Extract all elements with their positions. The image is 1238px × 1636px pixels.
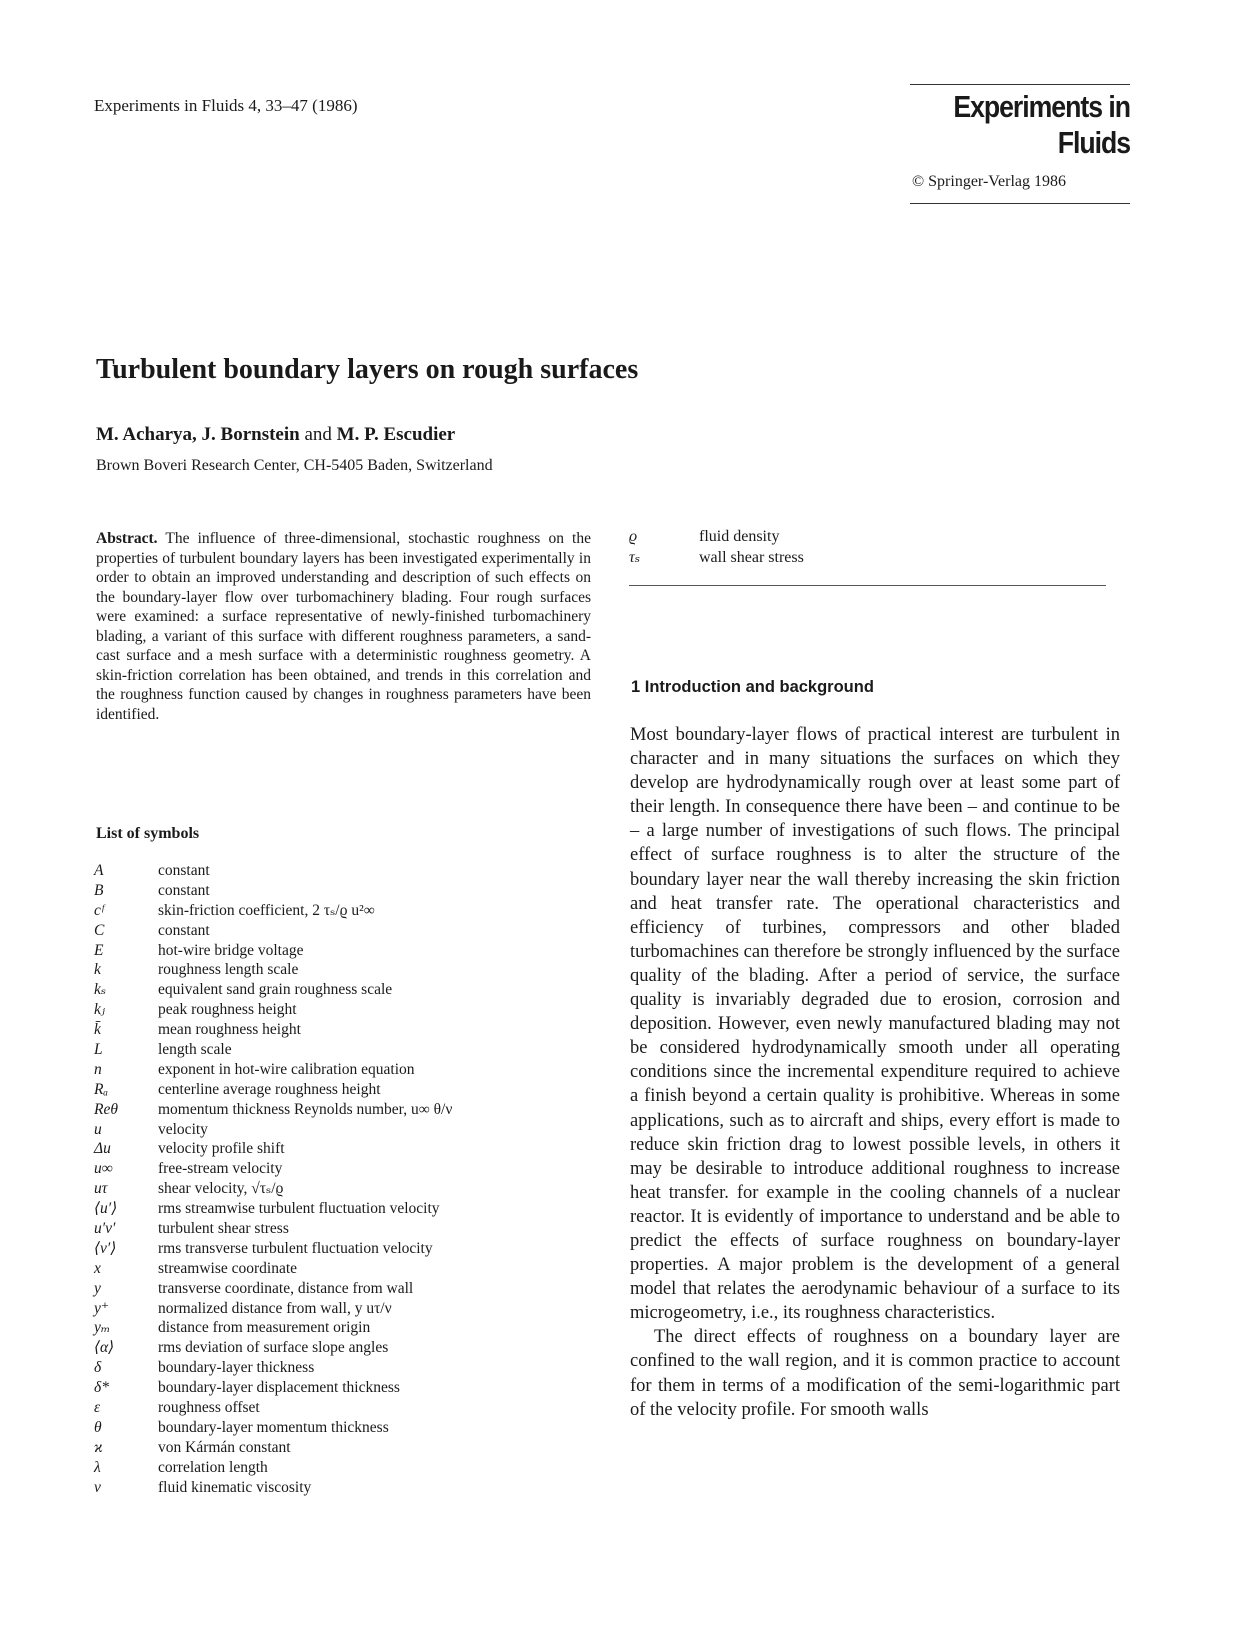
symbol-glyph: δ [94, 1359, 102, 1377]
symbol-description: equivalent sand grain roughness scale [158, 981, 393, 999]
symbol-glyph: kₛ [94, 981, 107, 999]
symbol-description: rms transverse turbulent fluctuation velocity [158, 1239, 433, 1257]
authors-conjunction: and [304, 424, 332, 445]
symbol-glyph: ⟨u′⟩ [94, 1200, 118, 1218]
journal-citation: Experiments in Fluids 4, 33–47 (1986) [94, 96, 358, 115]
symbol-glyph: Δu [94, 1140, 111, 1158]
symbol-row [94, 1418, 452, 1438]
symbol-row [94, 1318, 452, 1338]
symbol-description: roughness length scale [158, 961, 299, 979]
symbol-description: exponent in hot-wire calibration equation [158, 1060, 415, 1078]
symbol-glyph: λ [94, 1458, 101, 1476]
symbol-row [94, 941, 452, 961]
symbol-glyph: L [94, 1041, 103, 1059]
symbol-glyph: kⱼ [94, 1001, 105, 1019]
symbol-row [94, 861, 452, 881]
symbol-description: rms streamwise turbulent fluctuation velocity [158, 1200, 440, 1218]
symbol-row [94, 1299, 452, 1319]
symbol-glyph: A [94, 862, 104, 879]
journal-name: Experiments in Fluids [953, 89, 1130, 160]
symbol-row [94, 980, 452, 1000]
symbol-description: hot-wire bridge voltage [158, 941, 304, 959]
symbol-description: transverse coordinate, distance from wall [158, 1279, 414, 1297]
abstract-label: Abstract. [96, 530, 158, 547]
symbol-glyph: C [94, 921, 105, 939]
symbol-glyph: y [94, 1279, 101, 1297]
symbol-glyph: ν [94, 1478, 101, 1496]
symbol-row [94, 1338, 452, 1358]
masthead-bottom-rule [910, 203, 1130, 204]
symbol-description: skin-friction coefficient, 2 τₛ/ϱ u²∞ [158, 901, 375, 919]
symbol-row [94, 1159, 452, 1179]
symbol-row [94, 921, 452, 941]
symbol-description: boundary-layer momentum thickness [158, 1418, 389, 1436]
symbol-glyph: ϱ [629, 528, 638, 545]
symbol-description: peak roughness height [158, 1001, 297, 1019]
symbols-list [94, 861, 452, 1498]
symbol-glyph: ⟨v′⟩ [94, 1239, 117, 1257]
symbol-description: roughness offset [158, 1399, 260, 1417]
symbol-description: wall shear stress [699, 548, 804, 566]
symbol-glyph: θ [94, 1418, 102, 1436]
symbol-description: constant [158, 862, 210, 879]
symbol-description: mean roughness height [158, 1021, 301, 1039]
symbol-glyph: x [94, 1259, 101, 1277]
symbol-glyph: ϰ [94, 1438, 103, 1456]
symbol-row [629, 548, 804, 569]
symbol-glyph: Reθ [94, 1100, 118, 1118]
symbol-glyph: y⁺ [94, 1299, 110, 1317]
symbol-description: rms deviation of surface slope angles [158, 1339, 389, 1357]
symbol-row [94, 1000, 452, 1020]
symbol-glyph: δ* [94, 1379, 109, 1397]
symbol-glyph: u∞ [94, 1160, 113, 1178]
symbol-description: length scale [158, 1041, 232, 1059]
symbol-description: boundary-layer thickness [158, 1359, 315, 1377]
introduction-body [630, 723, 1120, 1422]
section-heading-introduction: 1 Introduction and background [631, 678, 874, 696]
author-affiliation: Brown Boveri Research Center, CH-5405 Baden, Switzerland [96, 457, 493, 474]
copyright-notice: © Springer-Verlag 1986 [912, 173, 1067, 190]
symbol-glyph: k̄ [94, 1021, 101, 1039]
symbol-description: distance from measurement origin [158, 1319, 371, 1337]
symbol-row [94, 1120, 452, 1140]
symbol-glyph: k [94, 961, 101, 979]
symbol-description: velocity [158, 1120, 208, 1138]
symbol-description: centerline average roughness height [158, 1080, 381, 1098]
symbol-glyph: E [94, 941, 104, 959]
symbol-glyph: B [94, 881, 104, 899]
introduction-paragraph-1: Most boundary-layer flows of practical interest are turbulent in character and in many situations the surfaces on which they develop are hydrodynamically rough over at least some part of their length. In consequence there have been – and continue to be – a large number of investigations of such flows. The principal effect of surface roughness is to alter the structure of the boundary layer near the wall thereby increasing the skin friction and heat transfer rate. The operational characteristics and efficiency of turbines, compressors and other bladed turbomachines can therefore be strongly influenced by the surface quality of the blading. After a period of service, the surface quality is invariably degraded due to erosion, corrosion and deposition. However, even newly manufactured blading may not be considered hydrodynamically smooth under all operating conditions since the incremental expenditure required to achieve a finish beyond a certain quality is prohibitive. Whereas in some applications, such as to aircraft and ships, every effort is made to reduce skin friction drag to lowest possible levels, in others it may be desirable to introduce additional roughness to increase heat transfer. for example in the cooling channels of a nuclear reactor. It is evidently of importance to understand and be able to predict the effects of surface roughness on boundary-layer properties. A major problem is the development of a general model that relates the aerodynamic behaviour of a surface to its microgeometry, i.e., its roughness characteristics. [630, 725, 1120, 1324]
symbol-row [94, 1239, 452, 1259]
symbol-row [94, 1060, 452, 1080]
symbol-glyph: u′v′ [94, 1220, 116, 1238]
symbol-glyph: yₘ [94, 1319, 111, 1337]
symbol-description: constant [158, 921, 210, 939]
authors-last: M. P. Escudier [336, 424, 456, 445]
symbol-row [94, 1179, 452, 1199]
symbol-glyph: τₛ [629, 548, 641, 566]
symbol-row [94, 1040, 452, 1060]
symbol-glyph: Rₐ [94, 1080, 109, 1098]
symbols-heading: List of symbols [96, 825, 200, 842]
symbols-list-continued [629, 527, 804, 568]
symbol-description: constant [158, 881, 210, 899]
symbol-description: fluid kinematic viscosity [158, 1478, 312, 1496]
symbol-row [94, 1100, 452, 1120]
symbol-row [94, 901, 452, 921]
symbol-glyph: cᶠ [94, 901, 104, 919]
symbol-description: von Kármán constant [158, 1438, 291, 1456]
symbol-description: turbulent shear stress [158, 1220, 289, 1238]
symbol-description: fluid density [699, 528, 780, 545]
symbol-row [94, 1279, 452, 1299]
author-list [96, 424, 455, 446]
symbol-row [94, 1219, 452, 1239]
section-divider [629, 585, 1106, 586]
symbol-row [94, 1259, 452, 1279]
symbol-description: shear velocity, √τₛ/ϱ [158, 1180, 284, 1198]
symbol-row [94, 1438, 452, 1458]
symbol-glyph: u [94, 1120, 102, 1138]
symbol-row [629, 527, 804, 548]
symbol-row [94, 960, 452, 980]
symbol-row [94, 1199, 452, 1219]
symbol-row [94, 881, 452, 901]
symbol-glyph: ε [94, 1399, 101, 1417]
masthead-top-rule [910, 84, 1130, 85]
symbol-glyph: ⟨α⟩ [94, 1339, 115, 1357]
symbol-description: boundary-layer displacement thickness [158, 1379, 400, 1397]
symbol-description: momentum thickness Reynolds number, u∞ θ/ν [158, 1100, 453, 1118]
symbol-row [94, 1398, 452, 1418]
symbol-row [94, 1378, 452, 1398]
symbol-row [94, 1020, 452, 1040]
authors-first: M. Acharya, J. Bornstein [96, 424, 300, 445]
symbol-description: free-stream velocity [158, 1160, 283, 1178]
abstract-text: The influence of three-dimensional, stochastic roughness on the properties of turbulent boundary layers has been investigated experimentally in order to obtain an improved understanding and description of such effects on the boundary-layer flow over turbomachinery blading. Four rough surfaces were examined: a surface representative of newly-finished turbomachinery blading, a variant of this surface with different roughness parameters, a sand-cast surface and a mesh surface with a deterministic roughness geometry. A skin-friction correlation has been obtained, and trends in this correlation and the roughness function caused by changes in roughness parameters have been identified. [96, 530, 591, 723]
symbol-description: velocity profile shift [158, 1140, 285, 1158]
symbol-row [94, 1139, 452, 1159]
symbol-glyph: uτ [94, 1180, 108, 1198]
symbol-row [94, 1080, 452, 1100]
symbol-row [94, 1458, 452, 1478]
symbol-glyph: n [94, 1060, 102, 1078]
introduction-paragraph-2: The direct effects of roughness on a boundary layer are confined to the wall region, and it is common practice to account for them in terms of a modification of the semi-logarithmic part of the velocity profile. For smooth walls [630, 1327, 1120, 1420]
article-title: Turbulent boundary layers on rough surfaces [96, 354, 639, 385]
abstract [96, 529, 591, 724]
symbol-description: streamwise coordinate [158, 1259, 298, 1277]
symbol-description: correlation length [158, 1458, 268, 1476]
journal-masthead [910, 84, 1130, 204]
symbol-description: normalized distance from wall, y uτ/ν [158, 1299, 392, 1317]
symbol-row [94, 1478, 452, 1498]
symbol-row [94, 1358, 452, 1378]
